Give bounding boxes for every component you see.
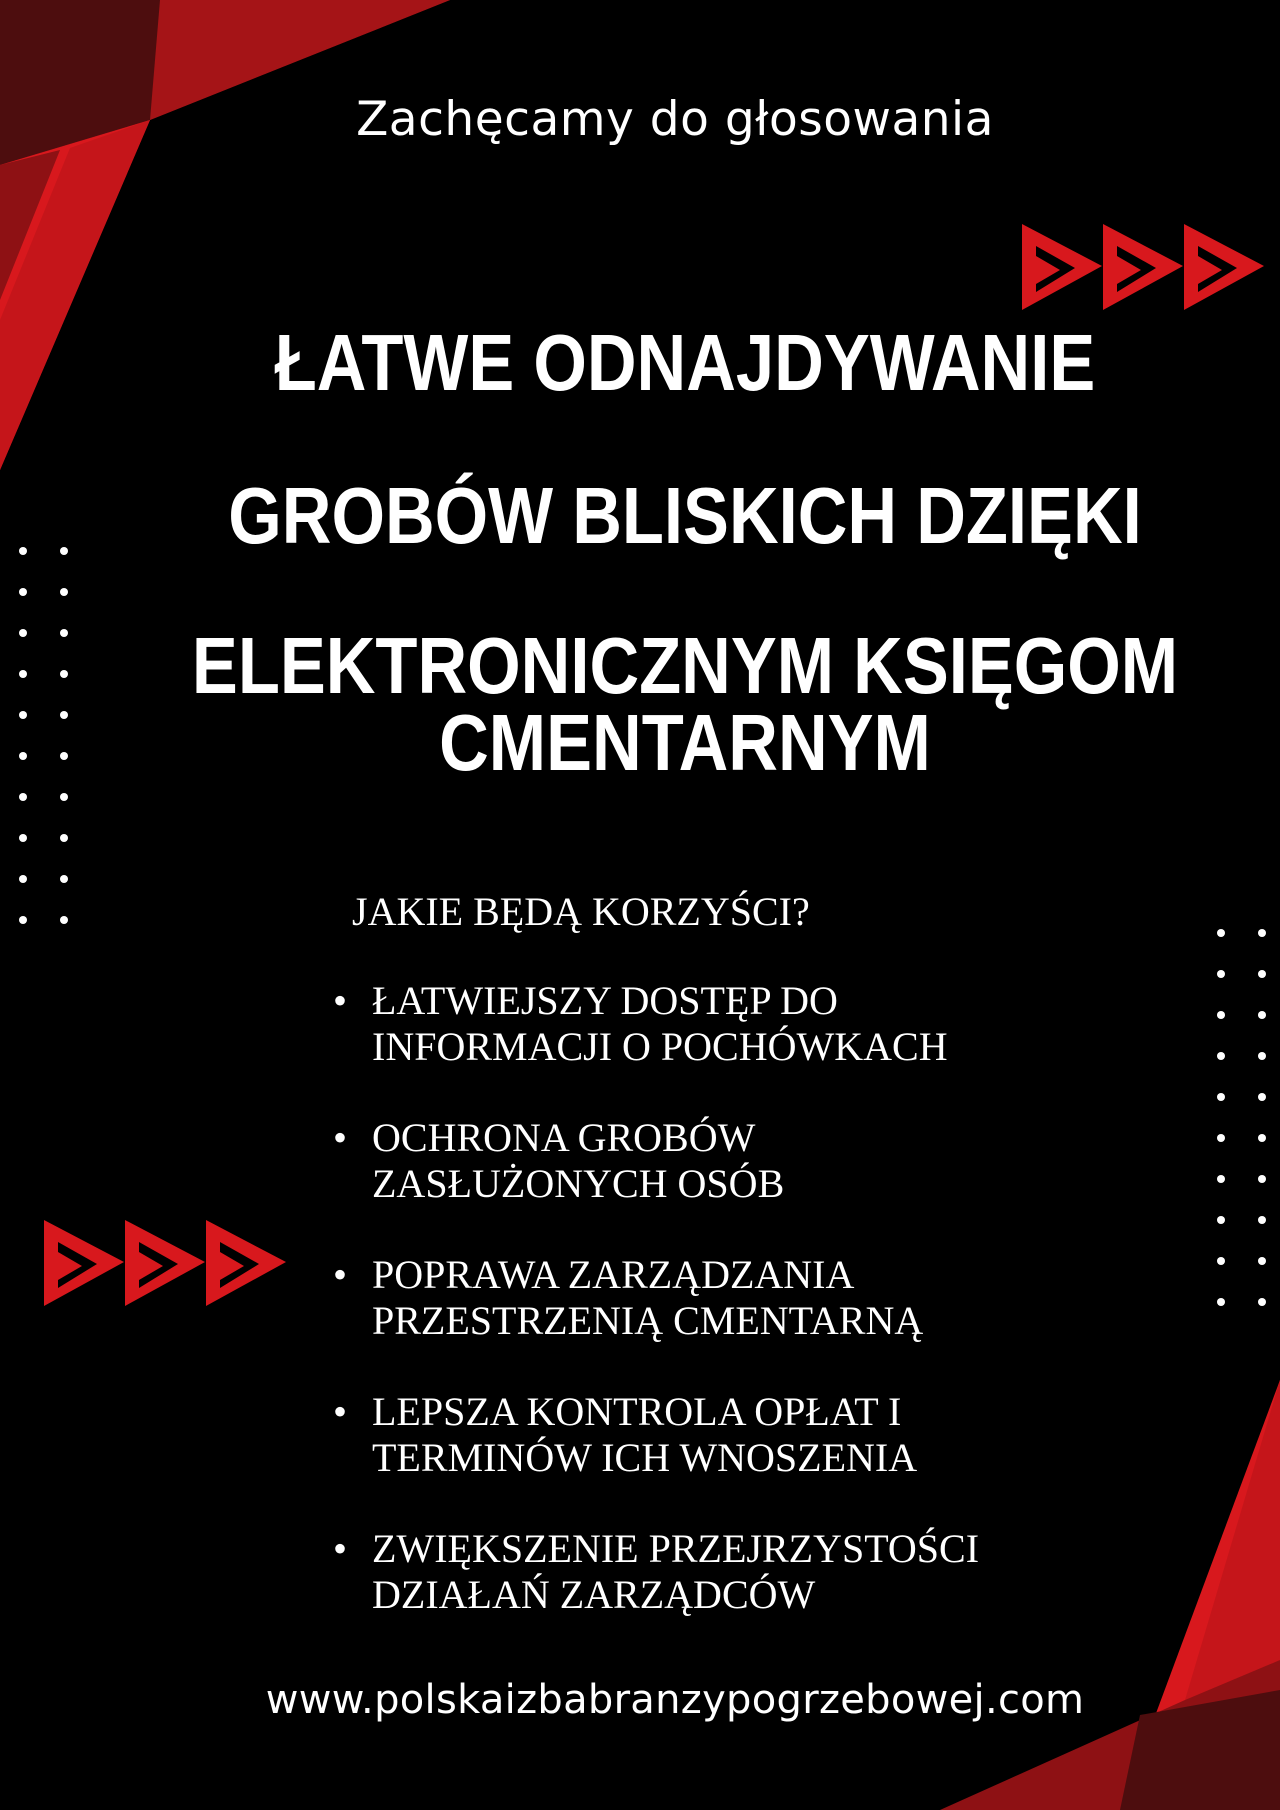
- benefit-line: PRZESTRZENIĄ CMENTARNĄ: [372, 1298, 924, 1343]
- website-url: www.polskaizbabranzypogrzebowej.com: [265, 1677, 1085, 1723]
- benefit-line: TERMINÓW ICH WNOSZENIA: [372, 1435, 918, 1480]
- top-right-arrow-group: [1022, 224, 1264, 310]
- benefit-item: [333, 1526, 1252, 1618]
- bullet-icon: •: [333, 1115, 348, 1160]
- headline-line-1: ŁATWE ODNAJDYWANIE: [274, 318, 1096, 407]
- headline-line-2: GROBÓW BLISKICH DZIĘKI: [228, 471, 1142, 560]
- bullet-icon: •: [333, 1389, 348, 1434]
- benefit-line: POPRAWA ZARZĄDZANIA: [372, 1252, 855, 1297]
- benefits-list: [333, 978, 1252, 1663]
- benefit-line: ZASŁUŻONYCH OSÓB: [372, 1161, 785, 1206]
- benefit-line: LEPSZA KONTROLA OPŁAT I: [372, 1389, 902, 1434]
- benefit-line: DZIAŁAŃ ZARZĄDCÓW: [372, 1572, 816, 1617]
- bullet-icon: •: [333, 978, 348, 1023]
- tagline: Zachęcamy do głosowania: [356, 92, 994, 147]
- benefit-item: [333, 1252, 1252, 1344]
- benefits-heading: JAKIE BĘDĄ KORZYŚCI?: [352, 889, 810, 934]
- bullet-icon: •: [333, 1526, 348, 1571]
- benefit-line: INFORMACJI O POCHÓWKACH: [372, 1024, 948, 1069]
- triangle-play-arrow-icon: [1103, 224, 1183, 310]
- dot-grid-icon: [19, 547, 68, 924]
- triangle-play-arrow-icon: [206, 1220, 286, 1306]
- triangle-play-arrow-icon: [1184, 224, 1264, 310]
- benefit-line: ZWIĘKSZENIE PRZEJRZYSTOŚCI: [372, 1526, 980, 1571]
- headline-line-3: ELEKTRONICZNYM KSIĘGOM: [191, 621, 1179, 710]
- headline-line-4: CMENTARNYM: [439, 698, 931, 787]
- triangle-play-arrow-icon: [44, 1220, 124, 1306]
- benefit-item: [333, 978, 1252, 1070]
- bottom-left-arrow-group: [44, 1220, 286, 1306]
- triangle-play-arrow-icon: [1022, 224, 1102, 310]
- benefit-item: [333, 1115, 1252, 1207]
- bullet-icon: •: [333, 1252, 348, 1297]
- benefit-line: ŁATWIEJSZY DOSTĘP DO: [372, 978, 838, 1023]
- benefit-line: OCHRONA GROBÓW: [372, 1115, 756, 1160]
- benefit-item: [333, 1389, 1252, 1481]
- triangle-play-arrow-icon: [125, 1220, 205, 1306]
